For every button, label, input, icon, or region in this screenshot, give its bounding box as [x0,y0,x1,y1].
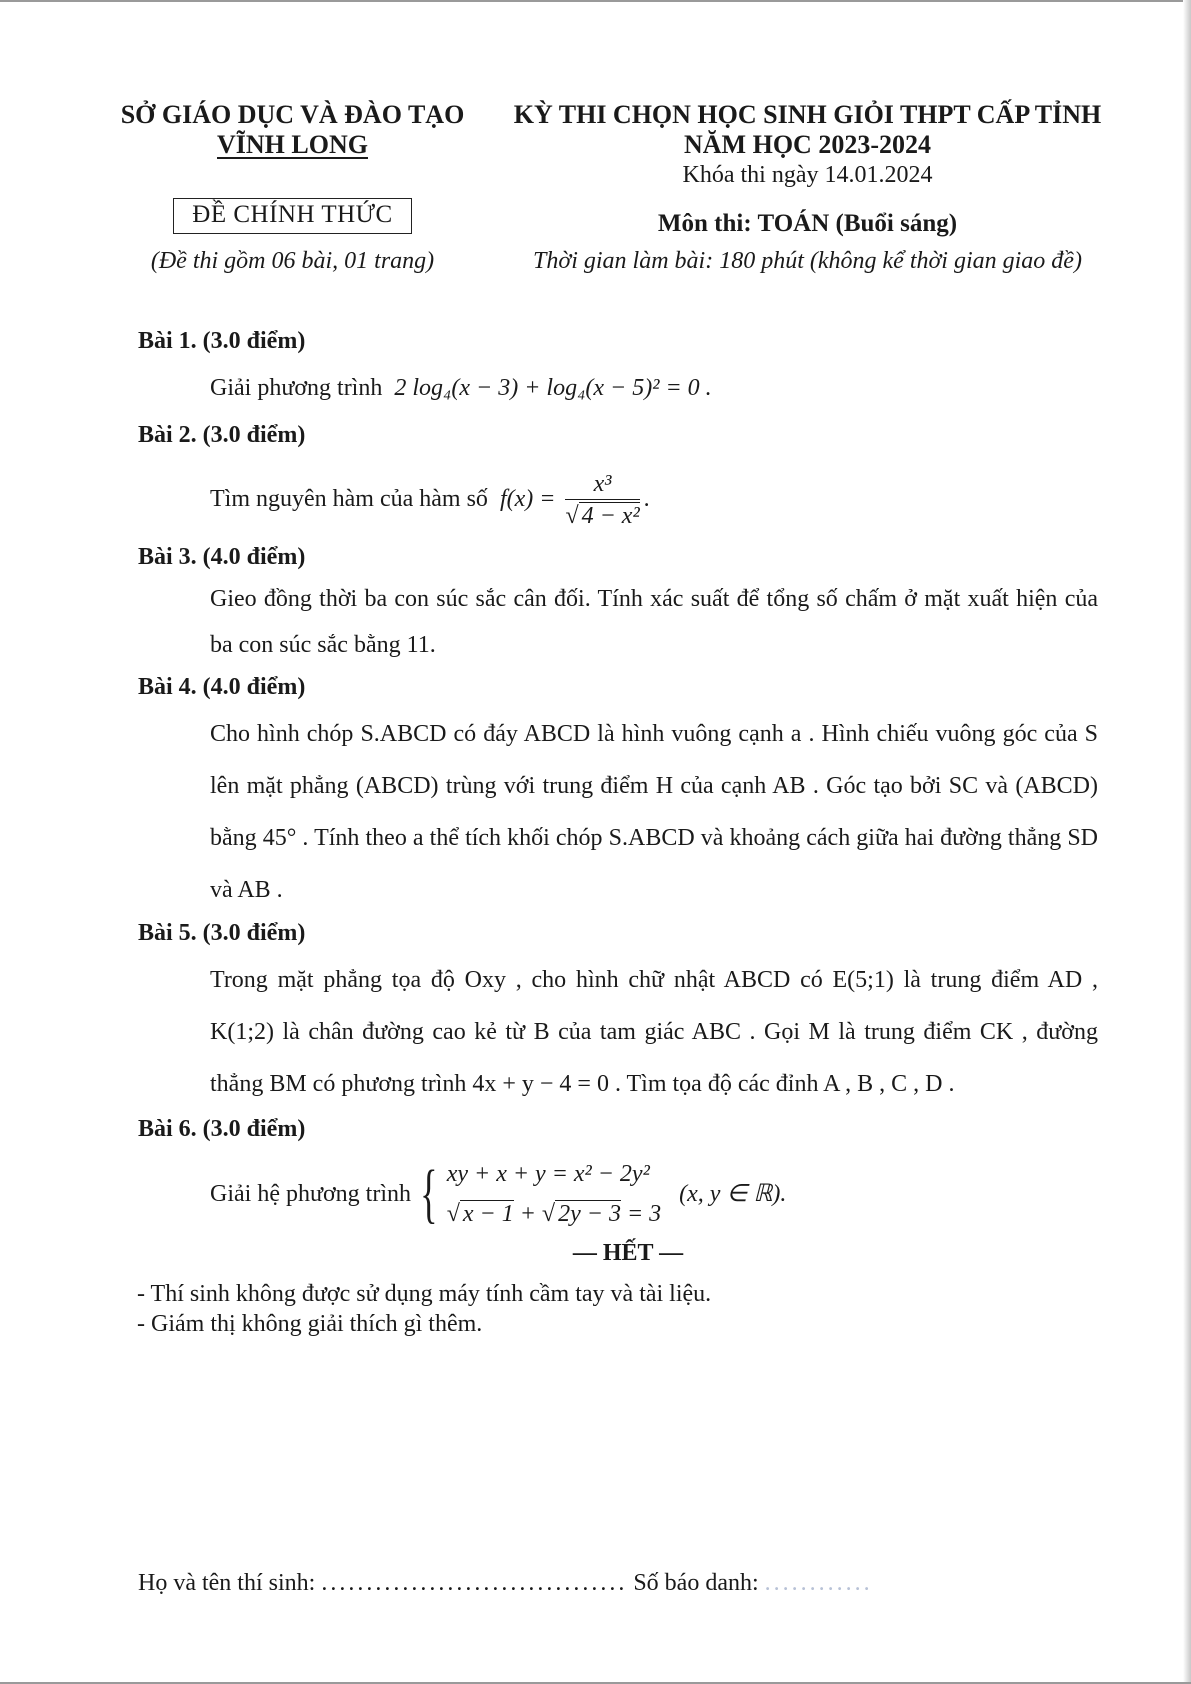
candidate-name-label: Họ và tên thí sinh: [138,1570,316,1596]
department-name: SỞ GIÁO DỤC VÀ ĐÀO TẠO [120,100,465,129]
header-right [500,100,1115,276]
candidate-footer [138,1570,873,1597]
system-domain: (x, y ∈ ℝ). [679,1181,787,1207]
problem-6-title: Bài 6. (3.0 điểm) [138,1116,306,1142]
problem-4-text: Cho hình chóp S.ABCD có đáy ABCD là hình vuông cạnh a . Hình chiếu vuông góc của S lên mặt phẳng (ABCD) trùng với trung điểm H của cạnh AB . Góc tạo bởi SC và (ABCD) bằng 45° . Tính theo a thể tích khối chóp S.ABCD và khoảng cách giữa hai đường thẳng SD và AB . [210,721,1098,903]
school-year: NĂM HỌC 2023-2024 [684,130,931,159]
duration: Thời gian làm bài: 180 phút (không kể thời gian giao đề) [533,248,1082,274]
problem-3-title: Bài 3. (4.0 điểm) [138,544,306,570]
root-radicand: 4 − x² [579,502,640,529]
problem-4-title: Bài 4. (4.0 điểm) [138,674,306,700]
fraction-denominator: √ 4 − x² [565,502,640,529]
scan-top-edge [0,0,1191,2]
problem-3-body [138,572,1098,668]
pages-note: (Đề thi gồm 06 bài, 01 trang) [150,248,435,274]
scan-right-edge [1183,0,1191,1684]
problem-5-body [138,948,1098,1110]
candidate-id-blank[interactable]: ............ [764,1570,873,1596]
problem-5-text: Trong mặt phẳng tọa độ Oxy , cho hình chữ nhật ABCD có E(5;1) là trung điểm AD , K(1;2) là chân đường cao kẻ từ B của tam giác ABC . Gọi M là trung điểm CK , đường thẳng BM có phương trình 4x + y − 4 = 0 . Tìm tọa độ các đỉnh A , B , C , D . [210,967,1098,1097]
problem-2-title: Bài 2. (3.0 điểm) [138,422,306,448]
eq2-root2: 2y − 3 [555,1200,621,1227]
system-eq1: xy + x + y = x² − 2y² [446,1161,650,1187]
note-2: - Giám thị không giải thích gì thêm. [137,1311,483,1337]
header-left [110,100,475,276]
problem-2-fraction [565,469,639,532]
exam-date: Khóa thi ngày 14.01.2024 [682,162,933,188]
end-mark: — HẾT — [572,1240,684,1266]
eq2-root1: x − 1 [460,1200,514,1227]
problem-1-intro: Giải phương trình [210,375,383,401]
fraction-numerator: x³ [565,469,639,500]
problem-5-title: Bài 5. (3.0 điểm) [138,920,306,946]
exam-title: KỲ THI CHỌN HỌC SINH GIỎI THPT CẤP TỈNH [513,100,1102,129]
problem-1-title: Bài 1. (3.0 điểm) [138,328,306,354]
subject: Môn thi: TOÁN (Buổi sáng) [657,210,958,237]
problem-2-lhs: f(x) = [499,486,556,512]
problems [138,326,1098,1339]
official-label: ĐỀ CHÍNH THỨC [173,198,411,234]
system-brace: { [420,1157,438,1230]
candidate-id-label: Số báo danh: [633,1570,759,1596]
candidate-name-blank[interactable]: .................................. [321,1570,628,1596]
problem-6-body [138,1144,1098,1234]
equation-system [447,1154,661,1234]
notes [137,1279,1098,1339]
problem-2-intro: Tìm nguyên hàm của hàm số [210,486,488,512]
eq2-rhs: = 3 [626,1201,662,1227]
problem-1-body [138,356,1098,420]
problem-3-text: Gieo đồng thời ba con súc sắc cân đối. Tính xác suất để tổng số chấm ở mặt xuất hiện của ba con súc sắc bằng 11. [210,586,1098,658]
problem-4-body [138,702,1098,916]
note-1: - Thí sinh không được sử dụng máy tính cầm tay và tài liệu. [137,1281,712,1307]
problem-2-body: Tìm nguyên hàm của hàm số f(x) = $\frac{\text{x³}}{\text{√ 4 − x²}}$ . [138,450,1098,536]
problem-6-intro: Giải hệ phương trình [210,1181,411,1207]
system-eq2: √ x − 1 + √ 2y − 3 = 3 [446,1201,662,1227]
problem-1-equation: 2 log₄(x − 3) + log₄(x − 5)² = 0 . [394,375,712,401]
province-name: VĨNH LONG [217,130,368,159]
